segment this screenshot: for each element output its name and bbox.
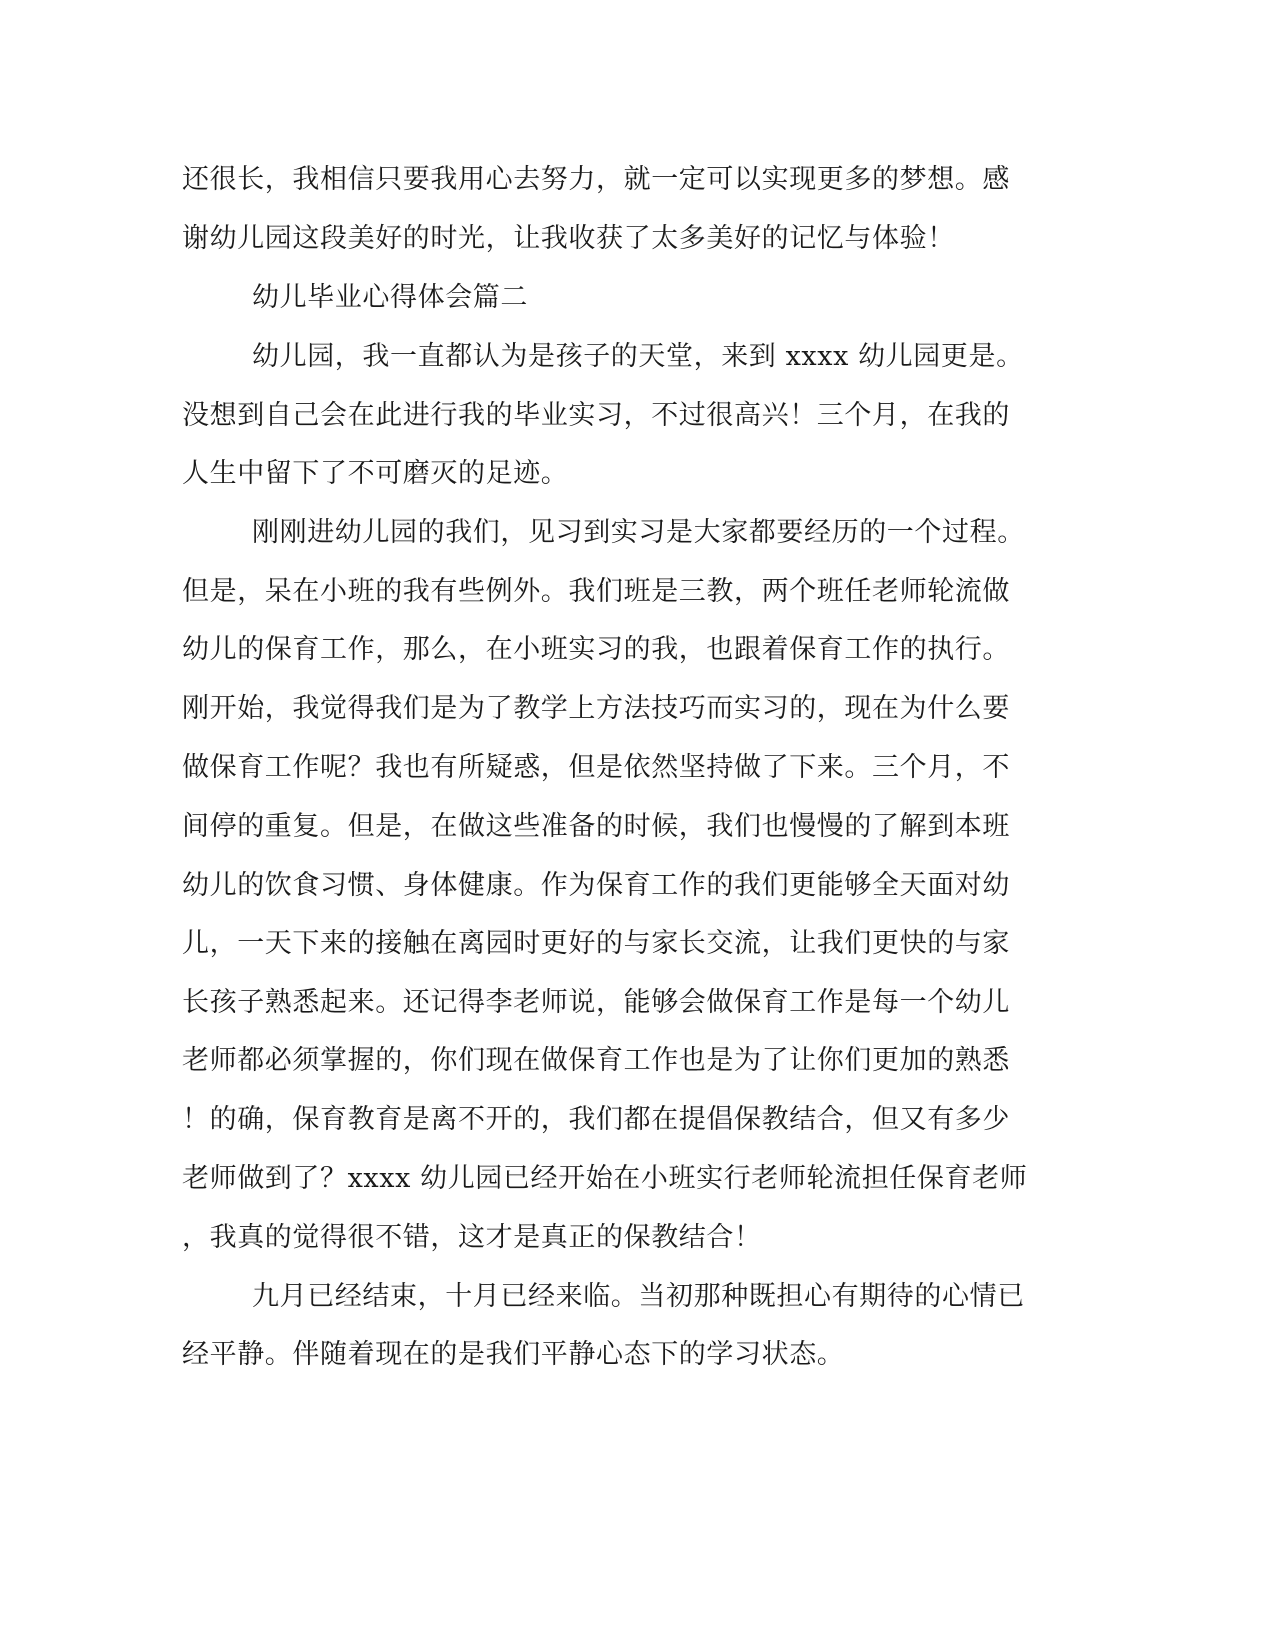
paragraph-line: 做保育工作呢？我也有所疑惑，但是依然坚持做了下来。三个月，不 (182, 752, 1010, 783)
paragraph-line: 谢幼儿园这段美好的时光，让我收获了太多美好的记忆与体验！ (182, 223, 955, 254)
paragraph-line: 儿，一天下来的接触在离园时更好的与家长交流，让我们更快的与家 (182, 928, 1010, 959)
paragraph-line: 九月已经结束，十月已经来临。当初那种既担心有期待的心情已 (252, 1281, 1025, 1312)
paragraph-line: 刚刚进幼儿园的我们，见习到实习是大家都要经历的一个过程。 (252, 517, 1025, 548)
paragraph-line: 间停的重复。但是，在做这些准备的时候，我们也慢慢的了解到本班 (182, 811, 1010, 842)
paragraph-line: 没想到自己会在此进行我的毕业实习，不过很高兴！三个月，在我的 (182, 400, 1010, 431)
paragraph-line: 但是，呆在小班的我有些例外。我们班是三教，两个班任老师轮流做 (182, 576, 1010, 607)
paragraph-line: 老师做到了？xxxx 幼儿园已经开始在小班实行老师轮流担任保育老师 (182, 1163, 1028, 1194)
paragraph-line: 经平静。伴随着现在的是我们平静心态下的学习状态。 (182, 1339, 845, 1370)
paragraph-line: 幼儿的保育工作，那么，在小班实习的我，也跟着保育工作的执行。 (182, 634, 1010, 665)
paragraph-line: 长孩子熟悉起来。还记得李老师说，能够会做保育工作是每一个幼儿 (182, 987, 1010, 1018)
paragraph-line: 还很长，我相信只要我用心去努力，就一定可以实现更多的梦想。感 (182, 164, 1010, 195)
paragraph-line: ，我真的觉得很不错，这才是真正的保教结合！ (182, 1222, 762, 1253)
paragraph-line: 人生中留下了不可磨灭的足迹。 (182, 458, 569, 489)
paragraph-line: 幼儿的饮食习惯、身体健康。作为保育工作的我们更能够全天面对幼 (182, 870, 1010, 901)
paragraph-line: ！的确，保育教育是离不开的，我们都在提倡保教结合，但又有多少 (182, 1104, 1010, 1135)
paragraph-line: 幼儿园，我一直都认为是孩子的天堂，来到 xxxx 幼儿园更是。 (252, 341, 1024, 372)
paragraph-line: 刚开始，我觉得我们是为了教学上方法技巧而实习的，现在为什么要 (182, 693, 1010, 724)
paragraph-line: 老师都必须掌握的，你们现在做保育工作也是为了让你们更加的熟悉 (182, 1045, 1010, 1076)
section-heading: 幼儿毕业心得体会篇二 (252, 282, 528, 313)
